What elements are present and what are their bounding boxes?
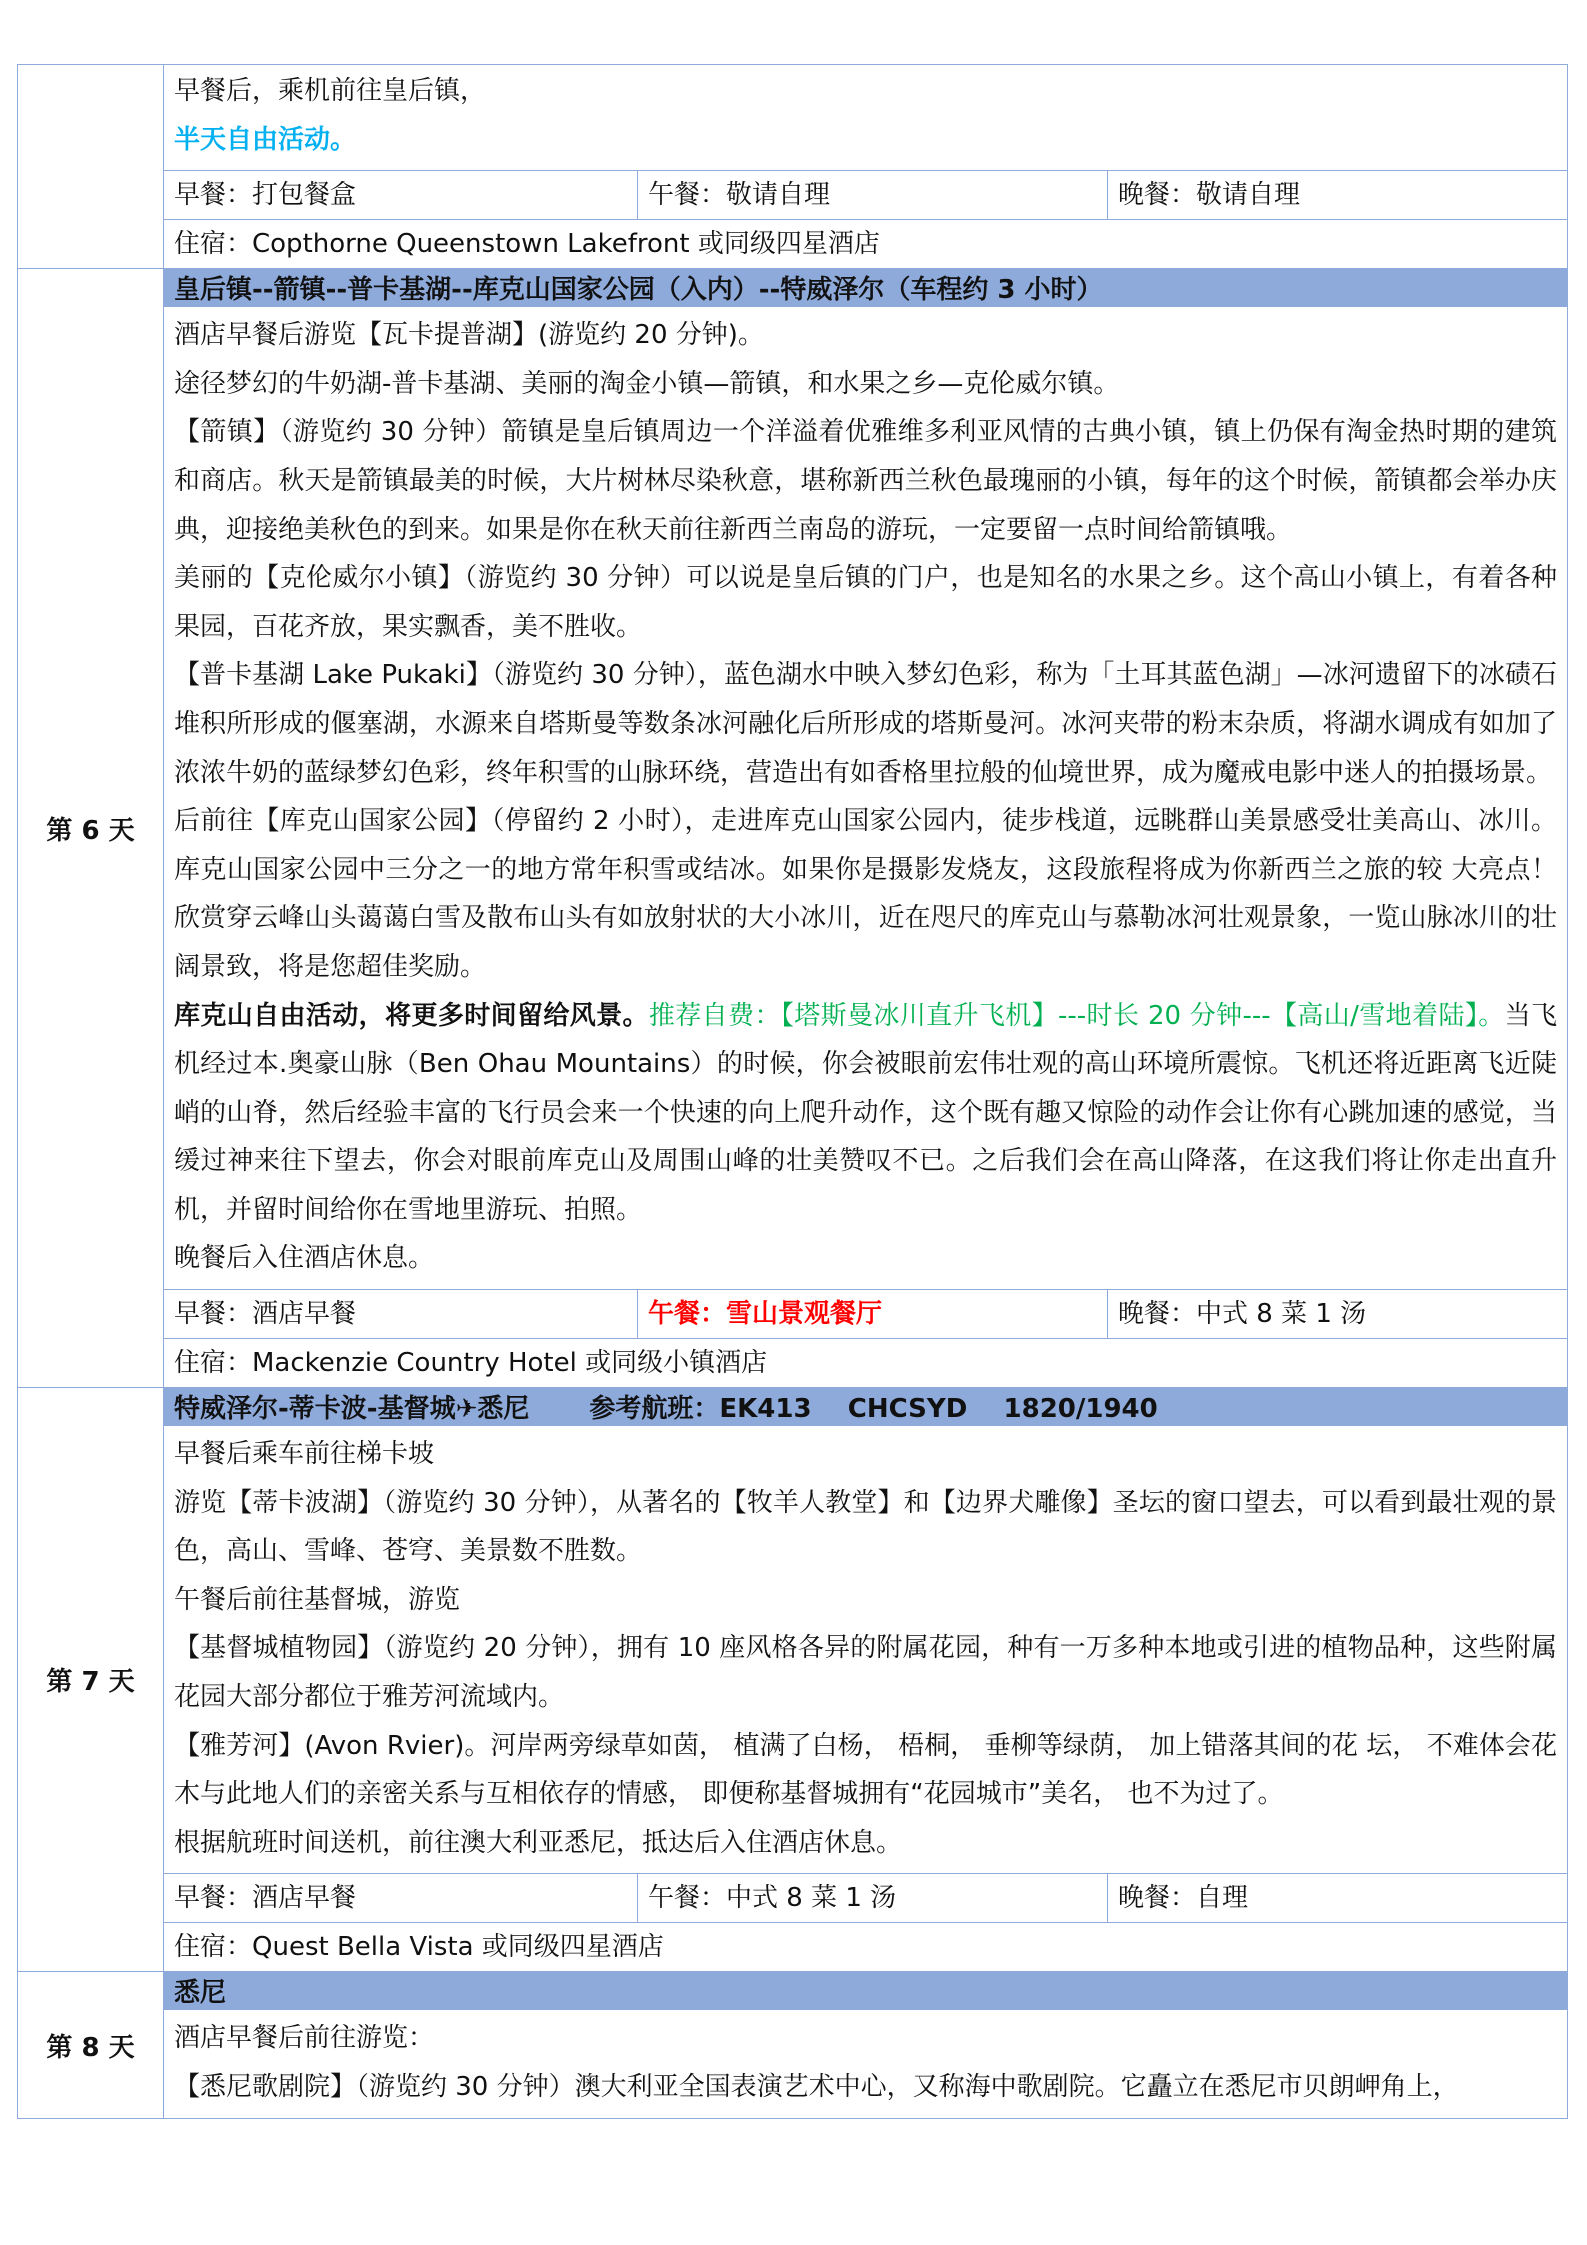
itinerary-table: [17, 64, 1568, 2119]
day7-paragraph: 游览【蒂卡波湖】（游览约 30 分钟），从著名的【牧羊人教堂】和【边界犬雕像】圣坛的窗口望去，可以看到最壮观的景色，高山、雪峰、苍穹、美景数不胜数。: [174, 1487, 1557, 1567]
day6-free-activity: 库克山自由活动，将更多时间留给风景。: [174, 1000, 649, 1031]
day6-hotel: 住宿：Mackenzie Country Hotel 或同级小镇酒店: [164, 1338, 1567, 1387]
day5-row: [18, 65, 1568, 269]
day7-paragraph: 【基督城植物园】（游览约 20 分钟），拥有 10 座风格各异的附属花园，种有一万多种本地或引进的植物品种，这些附属花园大部分都位于雅芳河流域内。: [174, 1633, 1557, 1713]
day6-paragraph: 途径梦幻的牛奶湖-普卡基湖、美丽的淘金小镇—箭镇，和水果之乡—克伦威尔镇。: [174, 368, 1120, 399]
day6-content: [164, 269, 1568, 1388]
day8-paragraph: 【悉尼歌剧院】（游览约 30 分钟）澳大利亚全国表演艺术中心，又称海中歌剧院。它矗立在悉尼市贝朗岬角上，: [174, 2072, 1459, 2102]
day6-paragraph: 后前往【库克山国家公园】（停留约 2 小时），走进库克山国家公园内，徒步栈道，远眺群山美景感受壮美高山、冰川。库克山国家公园中三分之一的地方常年积雪或结冰。如果你是摄影发烧友，这段旅程将成为你新西兰之旅的较 大亮点！欣赏穿云峰山头蔼蔼白雪及散布山头有如放射状的大小冰川，近在咫尺的库克山与慕勒冰河壮观景象，一览山脉冰川的壮阔景致，将是您超佳奖励。: [174, 806, 1557, 982]
day6-paragraph: 【普卡基湖 Lake Pukaki】（游览约 30 分钟），蓝色湖水中映入梦幻色彩，称为「土耳其蓝色湖」—冰河遗留下的冰碛石堆积所形成的偃塞湖，水源来自塔斯曼等数条冰河融化后所形成的塔斯曼河。冰河夹带的粉末杂质，将湖水调成有如加了浓浓牛奶的蓝绿梦幻色彩，终年积雪的山脉环绕，营造出有如香格里拉般的仙境世界，成为魔戒电影中迷人的拍摄场景。: [174, 660, 1557, 788]
day6-breakfast: 早餐：酒店早餐: [164, 1290, 638, 1338]
day6-label: 第 6 天: [18, 269, 164, 1388]
day6-row: [18, 269, 1568, 1388]
day7-breakfast: 早餐：酒店早餐: [164, 1874, 638, 1922]
day5-lunch: 午餐：敬请自理: [638, 171, 1108, 219]
day7-lunch: 午餐：中式 8 菜 1 汤: [638, 1874, 1108, 1922]
day7-content: [164, 1388, 1568, 1972]
day7-route: 特威泽尔-蒂卡波-基督城✈悉尼: [174, 1394, 530, 1425]
day7-paragraph: 午餐后前往基督城，游览: [174, 1584, 461, 1615]
day8-row: [18, 1972, 1568, 2118]
day5-breakfast: 早餐：打包餐盒: [164, 171, 638, 219]
day5-dinner: 晚餐：敬请自理: [1118, 180, 1301, 211]
day8-paragraph: 酒店早餐后前往游览：: [174, 2023, 435, 2054]
day6-paragraph: 美丽的【克伦威尔小镇】（游览约 30 分钟）可以说是皇后镇的门户，也是知名的水果之乡。这个高山小镇上，有着各种果园，百花齐放，果实飘香，美不胜收。: [174, 563, 1557, 642]
day8-label: 第 8 天: [18, 1972, 164, 2118]
day7-hotel: 住宿：Quest Bella Vista 或同级四星酒店: [164, 1922, 1567, 1971]
day5-free-activity: 半天自由活动。: [174, 124, 357, 155]
day5-hotel: 住宿：Copthorne Queenstown Lakefront 或同级四星酒店: [164, 219, 1567, 268]
day7-paragraph: 根据航班时间送机，前往澳大利亚悉尼，抵达后入住酒店休息。: [174, 1827, 903, 1858]
day6-helicopter-text: 当飞机经过本.奥豪山脉（Ben Ohau Mountains）的时候，你会被眼前宏伟壮观的高山环境所震惊。飞机还将近距离飞近陡峭的山脊，然后经验丰富的飞行员会来一个快速的向上爬升动作，这个既有趣又惊险的动作会让你有心跳加速的感觉，当缓过神来往下望去，你会对眼前库克山及周围山峰的壮美赞叹不已。之后我们会在高山降落，在这我们将让你走出直升机，并留时间给你在雪地里游玩、拍照。: [174, 1000, 1557, 1225]
day7-paragraph: 早餐后乘车前往梯卡坡: [174, 1439, 435, 1470]
day7-flight: 参考航班：EK413 CHCSYD 1820/1940: [589, 1394, 1158, 1425]
day5-line: 早餐后，乘机前往皇后镇，: [174, 76, 487, 106]
itinerary-page: [17, 64, 1568, 2119]
day6-meals: [164, 1289, 1567, 1338]
day7-row: [18, 1388, 1568, 1972]
day6-route-header: 皇后镇--箭镇--普卡基湖--库克山国家公园（入内）--特威泽尔（车程约 3 小时）: [164, 269, 1567, 307]
day6-optional-tour: 推荐自费：【塔斯曼冰川直升飞机】---时长 20 分钟---【高山/雪地着陆】。: [648, 1000, 1505, 1031]
day6-paragraph: 【箭镇】（游览约 30 分钟）箭镇是皇后镇周边一个洋溢着优雅维多利亚风情的古典小镇，镇上仍保有淘金热时期的建筑和商店。秋天是箭镇最美的时候，大片树林尽染秋意，堪称新西兰秋色最瑰丽的小镇，每年的这个时候，箭镇都会举办庆典，迎接绝美秋色的到来。如果是你在秋天前往新西兰南岛的游玩，一定要留一点时间给箭镇哦。: [174, 417, 1557, 545]
day5-label-cell: [18, 65, 164, 269]
day7-dinner: 晚餐：自理: [1118, 1883, 1249, 1914]
day7-paragraph: 【雅芳河】(Avon Rvier)。河岸两旁绿草如茵， 植满了白杨， 梧桐， 垂柳等绿荫， 加上错落其间的花 坛， 不难体会花木与此地人们的亲密关系与互相依存的情感， 即便称基督城拥有“花园城市”美名， 也不为过了。: [174, 1730, 1557, 1810]
day8-route-header: 悉尼: [164, 1972, 1567, 2010]
day5-content: [164, 65, 1568, 269]
day6-dinner: 晚餐：中式 8 菜 1 汤: [1118, 1299, 1367, 1330]
day7-meals: [164, 1873, 1567, 1922]
day6-helicopter-paragraph: [174, 992, 1557, 1235]
day7-route-header: [164, 1388, 1567, 1426]
day6-paragraph: 酒店早餐后游览【瓦卡提普湖】(游览约 20 分钟)。: [174, 320, 764, 351]
day6-paragraph: 晚餐后入住酒店休息。: [174, 1243, 435, 1274]
day5-meals: [164, 170, 1567, 219]
day8-content: [164, 1972, 1568, 2118]
day6-lunch: 午餐：雪山景观餐厅: [638, 1290, 1108, 1338]
day7-label: 第 7 天: [18, 1388, 164, 1972]
